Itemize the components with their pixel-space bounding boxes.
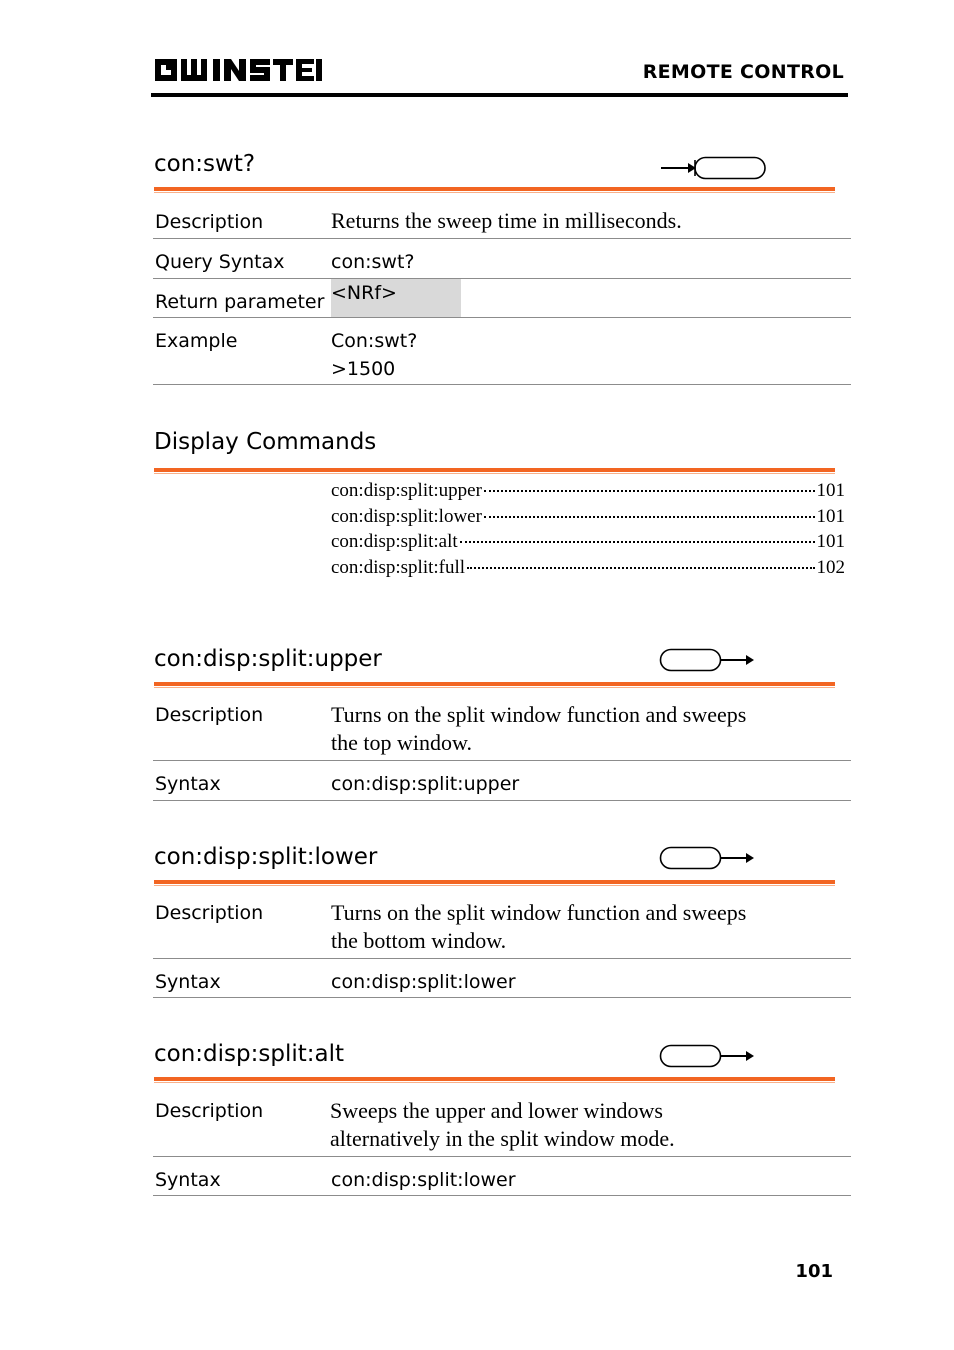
row-label-description: Description xyxy=(155,902,264,924)
toc-entry-page: 101 xyxy=(816,480,845,501)
toc-entry-label: con:disp:split:upper xyxy=(331,480,482,501)
row-value-description-line2: the top window. xyxy=(331,730,472,755)
toc-entry-page: 101 xyxy=(816,531,845,552)
toc-entry[interactable] xyxy=(331,557,845,579)
toc-leader xyxy=(484,490,815,492)
section-title-swt: con:swt? xyxy=(154,151,256,177)
section-title-split-upper: con:disp:split:upper xyxy=(154,646,382,672)
row-value-description-line1: Sweeps the upper and lower windows xyxy=(330,1098,663,1123)
row-label-syntax: Syntax xyxy=(155,971,221,993)
section-rule xyxy=(154,187,835,191)
table-divider xyxy=(153,238,851,239)
table-divider xyxy=(153,958,851,959)
table-divider xyxy=(153,384,851,385)
row-label-description: Description xyxy=(155,211,264,233)
section-title-display-commands: Display Commands xyxy=(154,429,377,455)
row-value-description-line2: alternatively in the split window mode. xyxy=(330,1126,675,1151)
section-title-split-lower: con:disp:split:lower xyxy=(154,844,378,870)
table-divider xyxy=(153,317,851,318)
section-rule xyxy=(154,880,835,884)
row-value-example-query: Con:swt? xyxy=(331,330,418,352)
table-divider xyxy=(153,997,851,998)
header-rule xyxy=(151,93,848,97)
toc-entry[interactable] xyxy=(331,480,845,502)
toc-entry-label: con:disp:split:full xyxy=(331,557,466,578)
toc-entry-page: 101 xyxy=(816,506,845,527)
row-value-return-parameter: <NRf> xyxy=(331,282,397,304)
row-value-syntax: con:disp:split:lower xyxy=(331,971,516,993)
toc-leader xyxy=(484,516,815,518)
set-icon xyxy=(659,846,759,870)
set-icon xyxy=(659,648,759,672)
header-section-title: REMOTE CONTROL xyxy=(642,61,844,83)
row-label-description: Description xyxy=(155,704,264,726)
toc-entry[interactable] xyxy=(331,506,845,528)
row-label-query-syntax: Query Syntax xyxy=(155,251,285,273)
table-divider xyxy=(153,1156,851,1157)
toc-entry[interactable] xyxy=(331,531,845,553)
section-rule xyxy=(154,468,835,472)
row-label-syntax: Syntax xyxy=(155,773,221,795)
toc-leader xyxy=(460,541,815,543)
table-divider xyxy=(153,760,851,761)
row-value-description-line1: Turns on the split window function and sweeps xyxy=(331,900,747,925)
row-value-query-syntax: con:swt? xyxy=(331,251,415,273)
row-value-syntax: con:disp:split:lower xyxy=(331,1169,516,1191)
section-rule xyxy=(154,1077,835,1081)
section-rule xyxy=(154,682,835,686)
toc-entry-page: 102 xyxy=(816,557,845,578)
toc-leader xyxy=(467,567,814,569)
row-label-return-parameter: Return parameter xyxy=(155,291,325,313)
table-divider xyxy=(153,1195,851,1196)
toc-entry-label: con:disp:split:alt xyxy=(331,531,458,552)
row-label-syntax: Syntax xyxy=(155,1169,221,1191)
row-label-example: Example xyxy=(155,330,238,352)
row-value-description-line2: the bottom window. xyxy=(331,928,507,953)
table-divider xyxy=(153,800,851,801)
section-title-split-alt: con:disp:split:alt xyxy=(154,1041,344,1067)
page-number: 101 xyxy=(795,1261,833,1282)
toc-entry-label: con:disp:split:lower xyxy=(331,506,482,527)
row-label-description: Description xyxy=(155,1100,264,1122)
query-icon xyxy=(660,156,768,180)
gw-instek-logo xyxy=(153,55,323,83)
row-value-description-line1: Turns on the split window function and sweeps xyxy=(331,702,747,727)
set-icon xyxy=(659,1044,759,1068)
row-value-syntax: con:disp:split:upper xyxy=(331,773,520,795)
table-divider xyxy=(153,278,851,279)
row-value-description: Returns the sweep time in milliseconds. xyxy=(331,208,682,233)
row-value-example-response: >1500 xyxy=(331,358,396,380)
